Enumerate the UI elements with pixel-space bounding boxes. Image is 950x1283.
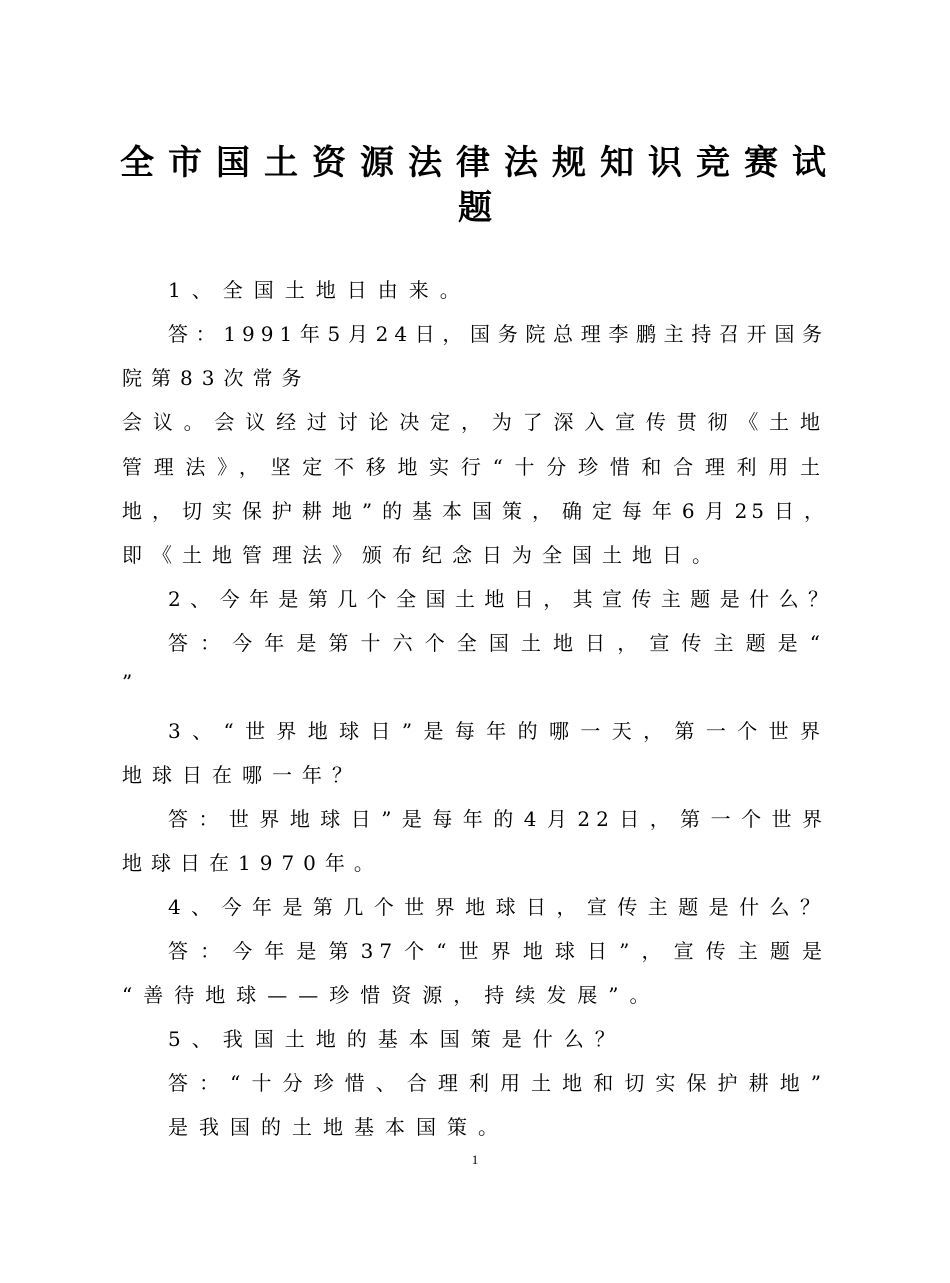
answer-5-line-1: 答：“十分珍惜、合理利用土地和切实保护耕地” xyxy=(168,1071,828,1095)
document-title-line-1: 全市国土资源法律法规知识竞赛试 xyxy=(120,143,840,183)
page-number: 1 xyxy=(471,1152,479,1167)
question-1: 1、全国土地日由来。 xyxy=(168,278,471,302)
answer-2-line-2: ” xyxy=(122,670,144,694)
answer-1-line-6: 即《土地管理法》颁布纪念日为全国土地日。 xyxy=(122,543,722,567)
question-3-line-1: 3、“世界地球日”是每年的哪一天，第一个世界 xyxy=(168,719,828,743)
answer-1-line-4: 管理法》，坚定不移地实行“十分珍惜和合理利用土 xyxy=(122,455,828,479)
document-title-line-2: 题 xyxy=(458,188,492,228)
question-3-line-2: 地球日在哪一年？ xyxy=(122,763,362,787)
answer-2-line-1: 答：今年是第十六个全国土地日，宣传主题是“ xyxy=(168,631,828,655)
answer-3-line-2: 地球日在1970年。 xyxy=(122,851,383,875)
answer-1-line-3: 会议。会议经过讨论决定，为了深入宣传贯彻《土地 xyxy=(122,410,828,434)
question-4: 4、今年是第几个世界地球日，宣传主题是什么？ xyxy=(168,895,828,919)
answer-1-line-2: 院第83次常务 xyxy=(122,366,311,390)
answer-5-line-2: 是我国的土地基本国策。 xyxy=(168,1115,509,1139)
answer-4-line-1: 答：今年是第37个“世界地球日”，宣传主题是 xyxy=(168,939,828,963)
answer-1-line-1: 答：1991年5月24日，国务院总理李鹏主持召开国务 xyxy=(168,322,828,346)
answer-3-line-1: 答：世界地球日”是每年的4月22日，第一个世界 xyxy=(168,807,828,831)
question-5: 5、我国土地的基本国策是什么？ xyxy=(168,1027,626,1051)
answer-4-line-2: “善待地球——珍惜资源，持续发展”。 xyxy=(122,983,661,1007)
question-2: 2、今年是第几个全国土地日，其宣传主题是什么？ xyxy=(168,587,834,611)
answer-1-line-5: 地，切实保护耕地”的基本国策，确定每年6月25日， xyxy=(122,499,828,523)
